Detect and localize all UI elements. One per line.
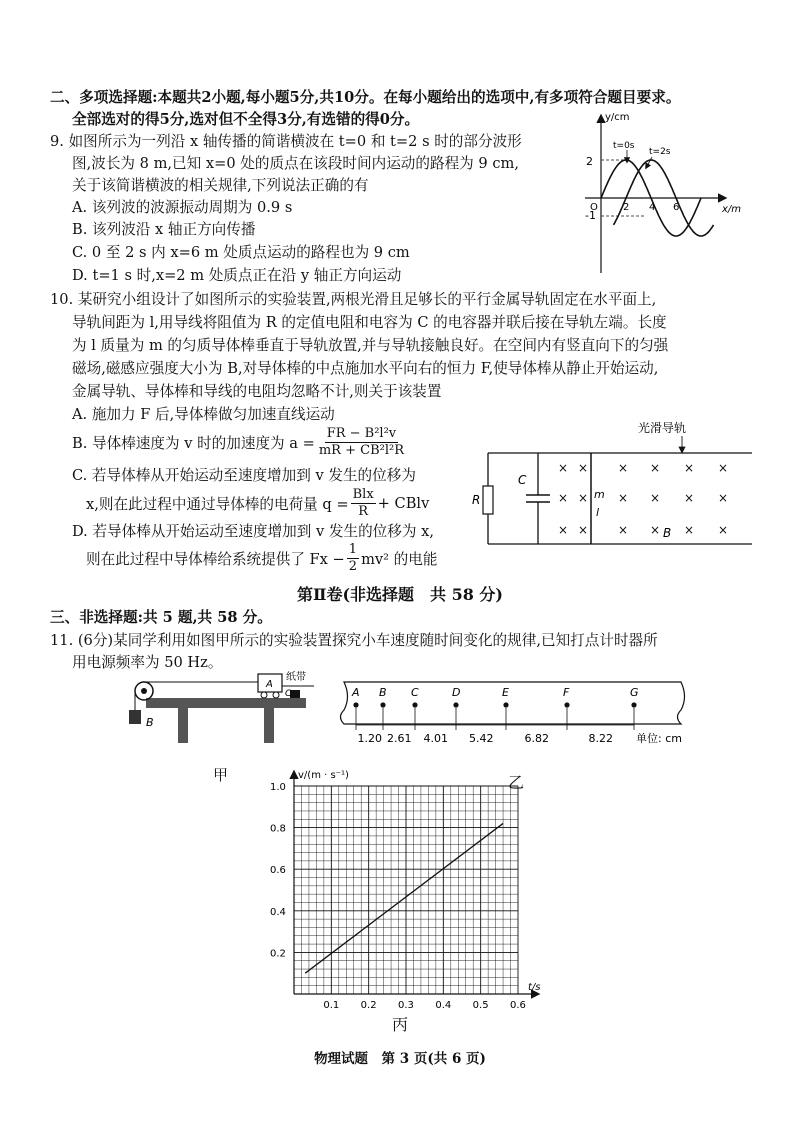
q10-option-d-fraction — [347, 542, 359, 575]
fig-bing-caption: 丙 — [392, 1015, 409, 1034]
field-cross: × — [718, 523, 729, 537]
q10-option-d-prefix: 则在此过程中导体棒给系统提供了 Fx − — [86, 551, 345, 568]
cart-label-a: A — [266, 679, 273, 690]
x-tick-6: 6 — [673, 202, 680, 213]
tape-dot — [412, 702, 417, 707]
field-cross: × — [558, 491, 569, 505]
tape-point-label: E — [502, 686, 509, 699]
table-leg-left — [178, 708, 188, 743]
y-axis-label: y/cm — [605, 112, 630, 123]
q10-option-d-suffix: mv² 的电能 — [361, 551, 438, 568]
field-cross: × — [684, 461, 695, 475]
field-cross: × — [684, 523, 695, 537]
tape-dot — [453, 702, 458, 707]
y-tick-neg1: -1 — [585, 209, 596, 222]
chart-y-tick: 0.8 — [270, 823, 286, 835]
part2-title: 第Ⅱ卷(非选择题 共 58 分) — [296, 585, 504, 604]
q10-option-c-prefix: x,则在此过程中通过导体棒的电荷量 q = — [86, 496, 349, 513]
q9-stem-line3: 关于该简谐横波的相关规律,下列说法正确的有 — [72, 177, 369, 194]
field-cross: × — [578, 523, 589, 537]
x-tick-2: 2 — [623, 202, 630, 213]
fig-yi-caption: 乙 — [508, 773, 525, 792]
chart-x-tick: 0.3 — [398, 1000, 414, 1011]
q11-line1: 11. (6分)某同学利用如图甲所示的实验装置探究小车速度随时间变化的规律,已知打点计时器所 — [50, 632, 658, 649]
chart-x-tick: 0.5 — [472, 1000, 489, 1011]
rod-length-label: l — [596, 506, 600, 519]
section2-header-line2: 全部选对的得5分,选对但不全得3分,有选错的得0分。 — [72, 111, 420, 128]
q10-option-d-line1: D. 若导体棒从开始运动至速度增加到 v 发生的位移为 x, — [72, 523, 434, 540]
q10-option-b — [72, 426, 408, 459]
tape-distance-label: 2.61 — [387, 732, 412, 745]
tape-point-label: G — [630, 686, 639, 699]
tape-distance-label: 1.20 — [357, 732, 382, 745]
q10-option-c-denominator: R — [358, 504, 369, 519]
q9-option-b: B. 该列波沿 x 轴正方向传播 — [72, 221, 256, 238]
chart-grid — [294, 786, 518, 994]
field-cross: × — [578, 491, 589, 505]
tape-dot — [353, 702, 358, 707]
field-cross: × — [650, 491, 661, 505]
q10-stem-line1: 10. 某研究小组设计了如图所示的实验装置,两根光滑且足够长的平行金属导轨固定在水平面上, — [50, 291, 657, 308]
tape-dimensions — [356, 725, 634, 745]
tape-unit: 单位: cm — [636, 732, 682, 745]
table-leg-right — [264, 708, 274, 743]
x-axis-label: x/m — [722, 204, 742, 215]
q9-option-c: C. 0 至 2 s 内 x=6 m 处质点运动的路程也为 9 cm — [72, 244, 410, 261]
capacitor-label: C — [518, 473, 527, 487]
chart-tick-labels — [270, 782, 526, 1011]
chart-x-tick: 0.6 — [510, 1000, 526, 1011]
fig-jia-apparatus — [118, 668, 318, 766]
x-tick-4: 4 — [649, 202, 656, 213]
tape-dot — [503, 702, 508, 707]
page-footer: 物理试题 第 3 页(共 6 页) — [314, 1051, 486, 1067]
field-cross: × — [618, 523, 629, 537]
tape-dot — [631, 702, 636, 707]
chart-y-tick: 1.0 — [270, 782, 286, 793]
field-cross: × — [618, 461, 629, 475]
field-cross: × — [558, 461, 569, 475]
q10-option-b-denominator: mR + CB²l²R — [318, 443, 405, 458]
magnetic-field-crosses — [558, 461, 728, 537]
q10-option-c-numerator: Blx — [352, 487, 374, 502]
q9-option-d: D. t=1 s 时,x=2 m 处质点正在沿 y 轴正方向运动 — [72, 267, 402, 284]
resistor — [483, 486, 493, 514]
section2-header-line1: 二、多项选择题:本题共2小题,每小题5分,共10分。在每小题给出的选项中,有多项符合题目要求。 — [50, 89, 681, 106]
q10-option-c-line1: C. 若导体棒从开始运动至速度增加到 v 发生的位移为 — [72, 467, 416, 484]
field-cross: × — [684, 491, 695, 505]
tape-distance-label: 8.22 — [588, 732, 613, 745]
chart-x-label: t/s — [528, 982, 541, 993]
fig-yi-tape — [336, 672, 696, 772]
tape-point-label: C — [411, 686, 419, 699]
q10-option-c-fraction — [351, 487, 376, 520]
q9-stem-line2: 图,波长为 8 m,已知 x=0 处的质点在该段时间内运动的路程为 9 cm, — [72, 155, 519, 172]
field-cross: × — [558, 523, 569, 537]
q10-stem-line5: 金属导轨、导体棒和导线的电阻均忽略不计,则关于该装置 — [72, 383, 442, 400]
field-cross: × — [718, 461, 729, 475]
q10-option-d-line2 — [86, 542, 437, 575]
q10-stem-line2: 导轨间距为 l,用导线将阻值为 R 的定值电阻和电容为 C 的电容器并联后接在导轨左端。长度 — [72, 314, 667, 331]
origin-label: O — [590, 202, 598, 213]
label-t2: t=2s — [649, 147, 671, 157]
tape-point-label: D — [452, 686, 461, 699]
tape-dot — [564, 702, 569, 707]
chart-x-tick: 0.4 — [435, 1000, 452, 1011]
tape-dot — [380, 702, 385, 707]
q10-option-b-prefix: B. 导体棒速度为 v 时的加速度为 a = — [72, 435, 315, 452]
q10-circuit-figure — [470, 418, 770, 553]
q11-line2: 用电源频率为 50 Hz。 — [72, 654, 223, 671]
q9-wave-figure — [575, 108, 765, 278]
label-t0: t=0s — [613, 141, 635, 151]
field-cross: × — [650, 523, 661, 537]
q9-stem-line1: 9. 如图所示为一列沿 x 轴传播的简谐横波在 t=0 和 t=2 s 时的部分波形 — [50, 133, 522, 150]
tape-point-label: F — [563, 686, 570, 699]
table-top — [146, 698, 306, 708]
tape-distance-label: 4.01 — [423, 732, 448, 745]
resistor-label: R — [472, 493, 481, 507]
field-cross: × — [578, 461, 589, 475]
field-cross: × — [718, 491, 729, 505]
tape-distance-label: 5.42 — [469, 732, 494, 745]
q10-stem-line4: 磁场,磁感应强度大小为 B,对导体棒的中点施加水平向右的恒力 F,使导体棒从静止开始运动, — [72, 360, 659, 377]
rail-label: 光滑导轨 — [638, 421, 687, 435]
tape-label: 纸带 — [286, 672, 306, 683]
field-cross: × — [650, 461, 661, 475]
section3-header: 三、非选择题:共 5 题,共 58 分。 — [50, 609, 272, 626]
chart-x-tick: 0.1 — [323, 1000, 340, 1011]
tape-point-label: A — [352, 686, 360, 699]
mass-label-b: B — [146, 716, 154, 729]
hanging-mass — [129, 710, 141, 724]
y-tick-2: 2 — [586, 155, 593, 168]
timer-label-c: C — [285, 689, 292, 699]
field-cross: × — [618, 491, 629, 505]
q9-option-a: A. 该列波的波源振动周期为 0.9 s — [72, 199, 293, 216]
field-label: B — [663, 526, 672, 540]
q10-option-c-suffix: + CBlv — [377, 495, 430, 512]
q10-stem-line3: 为 l 质量为 m 的匀质导体棒垂直于导轨放置,并与导轨接触良好。在空间内有竖直向下的匀强 — [72, 337, 669, 354]
chart-y-tick: 0.2 — [270, 948, 286, 960]
chart-y-tick: 0.4 — [270, 906, 286, 918]
q10-option-c-line2 — [86, 487, 429, 520]
fig-jia-caption: 甲 — [213, 766, 229, 784]
timer — [290, 690, 300, 698]
q10-option-d-denominator: 2 — [348, 559, 358, 574]
chart-y-tick: 0.6 — [270, 865, 286, 877]
tape-distance-label: 6.82 — [524, 732, 549, 745]
chart-y-label: v/(m · s⁻¹) — [298, 770, 349, 781]
fig-bing-vt-chart — [250, 764, 560, 1018]
q10-option-a: A. 施加力 F 后,导体棒做匀加速直线运动 — [72, 406, 335, 423]
rod-mass-label: m — [594, 488, 605, 501]
q10-option-b-fraction — [317, 426, 406, 459]
q10-option-b-numerator: FR − B²l²v — [326, 426, 397, 441]
q10-option-d-numerator: 1 — [348, 542, 358, 557]
tape-point-label: B — [379, 686, 387, 699]
chart-x-tick: 0.2 — [360, 1000, 377, 1011]
